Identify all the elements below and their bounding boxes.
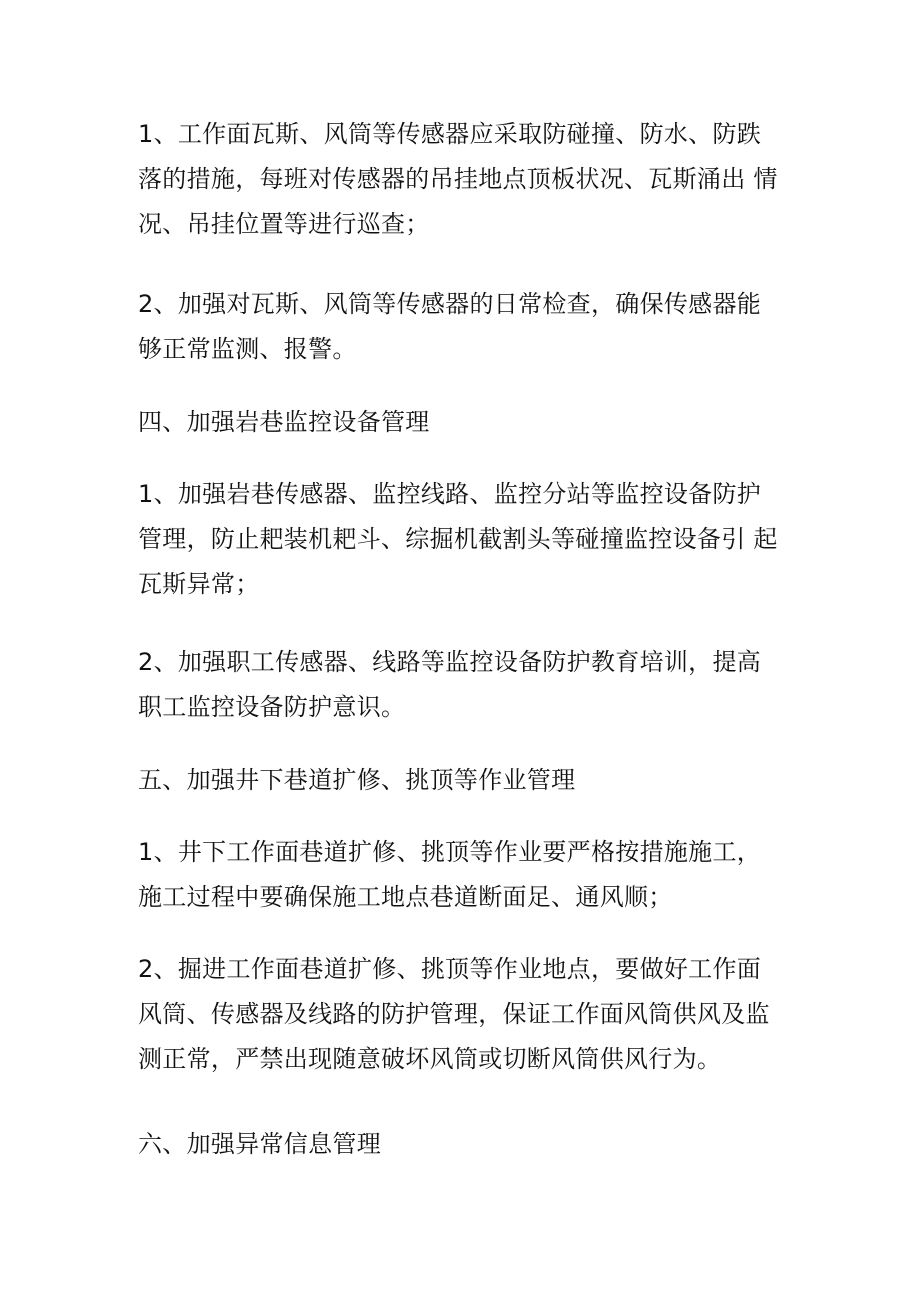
text-line: 够正常监测、报警。: [138, 335, 357, 363]
paragraph-staff-training: [138, 640, 788, 730]
section-heading-roadway-repair: 五、加强井下巷道扩修、挑顶等作业管理: [138, 766, 576, 794]
paragraph-rock-roadway-protection: [138, 472, 788, 607]
section-heading-rock-roadway: 四、加强岩巷监控设备管理: [138, 408, 430, 436]
text-line: 风筒、传感器及线路的防护管理，保证工作面风筒供风及监: [138, 1000, 770, 1028]
text-line: 2、掘进工作面巷道扩修、挑顶等作业地点，要做好工作面: [138, 955, 762, 983]
text-line: 落的措施，每班对传感器的吊挂地点顶板状况、瓦斯涌出 情: [138, 165, 778, 193]
text-line: 管理，防止耙装机耙斗、综掘机截割头等碰撞监控设备引 起: [138, 525, 778, 553]
text-line: 2、加强职工传感器、线路等监控设备防护教育培训，提高: [138, 648, 762, 676]
text-line: 瓦斯异常；: [138, 570, 260, 598]
text-line: 况、吊挂位置等进行巡查；: [138, 210, 430, 238]
text-line: 1、加强岩巷传感器、监控线路、监控分站等监控设备防护: [138, 480, 762, 508]
paragraph-sensor-inspection: [138, 282, 788, 372]
text-line: 职工监控设备防护意识。: [138, 693, 406, 721]
paragraph-duct-protection: [138, 947, 788, 1082]
text-line: 2、加强对瓦斯、风筒等传感器的日常检查，确保传感器能: [138, 290, 762, 318]
paragraph-repair-construction: [138, 830, 788, 920]
text-line: 1、井下工作面巷道扩修、挑顶等作业要严格按措施施工，: [138, 838, 762, 866]
text-line: 1、工作面瓦斯、风筒等传感器应采取防碰撞、防水、防跌: [138, 120, 762, 148]
text-line: 施工过程中要确保施工地点巷道断面足、通风顺；: [138, 883, 673, 911]
paragraph-sensor-protection: [138, 112, 788, 247]
section-heading-abnormal-info: 六、加强异常信息管理: [138, 1130, 381, 1158]
text-line: 测正常，严禁出现随意破坏风筒或切断风筒供风行为。: [138, 1045, 722, 1073]
